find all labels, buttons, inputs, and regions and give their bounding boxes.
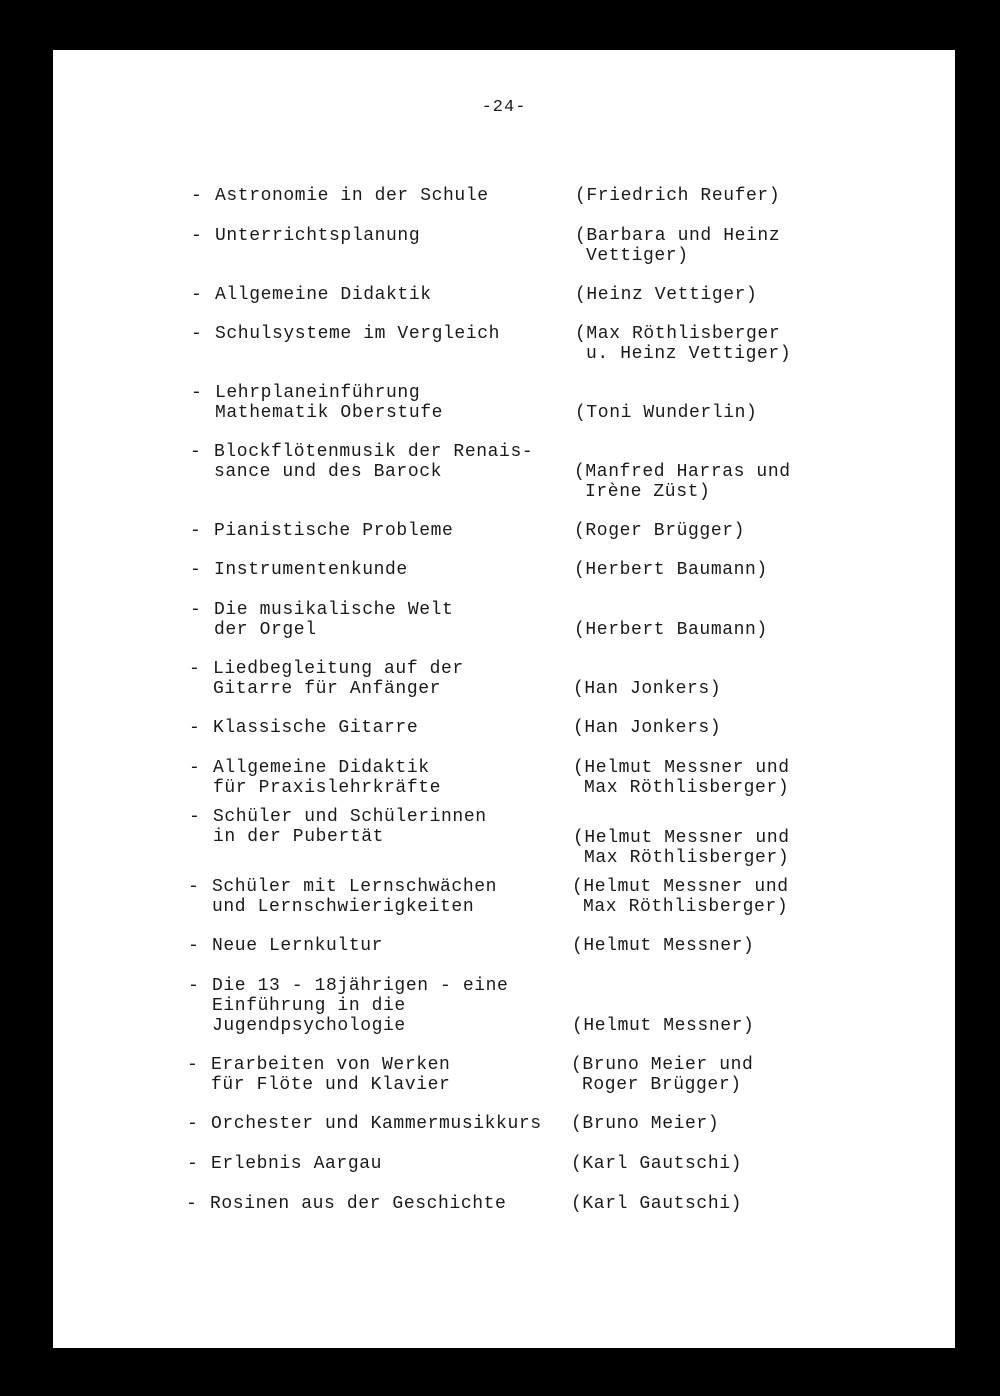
bullet-dash: -	[189, 659, 201, 679]
course-topic: Neue Lernkultur	[212, 936, 384, 956]
bullet-dash: -	[186, 1194, 198, 1214]
course-author: (Heinz Vettiger)	[575, 285, 758, 305]
course-author: (Herbert Baumann)	[574, 560, 768, 580]
bullet-dash: -	[189, 807, 201, 827]
bullet-dash: -	[191, 285, 203, 305]
bullet-dash: -	[187, 1154, 199, 1174]
course-topic: Schüler mit Lernschwächen und Lernschwierigkeiten	[212, 877, 498, 917]
course-author: (Helmut Messner)	[572, 936, 755, 956]
course-author: (Karl Gautschi)	[571, 1194, 743, 1214]
page-number: -24-	[481, 98, 527, 117]
bullet-dash: -	[191, 383, 203, 403]
course-author: (Manfred Harras und Irène Züst)	[574, 462, 791, 502]
course-topic: Unterrichtsplanung	[215, 226, 421, 246]
bullet-dash: -	[188, 976, 200, 996]
course-topic: Lehrplaneinführung Mathematik Oberstufe	[215, 383, 444, 423]
course-author: (Herbert Baumann)	[574, 620, 768, 640]
course-topic: Astronomie in der Schule	[215, 186, 489, 206]
course-topic: Erlebnis Aargau	[211, 1154, 383, 1174]
course-topic: Die 13 - 18jährigen - eine Einführung in die Jugendpsychologie	[212, 976, 509, 1036]
course-topic: Die musikalische Welt der Orgel	[214, 600, 454, 640]
bullet-dash: -	[190, 600, 202, 620]
document-page	[53, 50, 955, 1348]
course-author: (Helmut Messner und Max Röthlisberger)	[573, 828, 790, 868]
bullet-dash: -	[191, 186, 203, 206]
course-author: (Han Jonkers)	[573, 718, 722, 738]
bullet-dash: -	[188, 877, 200, 897]
course-topic: Blockflötenmusik der Renais- sance und des Barock	[214, 442, 534, 482]
bullet-dash: -	[190, 521, 202, 541]
course-author: (Toni Wunderlin)	[575, 403, 758, 423]
course-author: (Friedrich Reufer)	[575, 186, 781, 206]
bullet-dash: -	[188, 936, 200, 956]
course-author: (Roger Brügger)	[574, 521, 746, 541]
course-author: (Helmut Messner und Max Röthlisberger)	[573, 758, 790, 798]
course-author: (Max Röthlisberger u. Heinz Vettiger)	[575, 324, 792, 364]
bullet-dash: -	[191, 226, 203, 246]
course-author: (Bruno Meier)	[571, 1114, 720, 1134]
course-topic: Schüler und Schülerinnen in der Pubertät	[213, 807, 487, 847]
course-topic: Allgemeine Didaktik für Praxislehrkräfte	[213, 758, 442, 798]
course-author: (Helmut Messner)	[572, 1016, 755, 1036]
course-topic: Erarbeiten von Werken für Flöte und Klavier	[211, 1055, 451, 1095]
course-author: (Bruno Meier und Roger Brügger)	[571, 1055, 754, 1095]
course-topic: Orchester und Kammermusikkurs	[211, 1114, 542, 1134]
bullet-dash: -	[187, 1055, 199, 1075]
bullet-dash: -	[189, 718, 201, 738]
bullet-dash: -	[187, 1114, 199, 1134]
bullet-dash: -	[190, 560, 202, 580]
course-author: (Han Jonkers)	[573, 679, 722, 699]
course-topic: Liedbegleitung auf der Gitarre für Anfänger	[213, 659, 464, 699]
bullet-dash: -	[191, 324, 203, 344]
course-topic: Pianistische Probleme	[214, 521, 454, 541]
course-author: (Barbara und Heinz Vettiger)	[575, 226, 781, 266]
course-topic: Klassische Gitarre	[213, 718, 419, 738]
course-topic: Instrumentenkunde	[214, 560, 408, 580]
bullet-dash: -	[190, 442, 202, 462]
bullet-dash: -	[189, 758, 201, 778]
course-topic: Allgemeine Didaktik	[215, 285, 432, 305]
course-topic: Schulsysteme im Vergleich	[215, 324, 501, 344]
course-author: (Helmut Messner und Max Röthlisberger)	[572, 877, 789, 917]
course-topic: Rosinen aus der Geschichte	[210, 1194, 507, 1214]
course-author: (Karl Gautschi)	[571, 1154, 743, 1174]
